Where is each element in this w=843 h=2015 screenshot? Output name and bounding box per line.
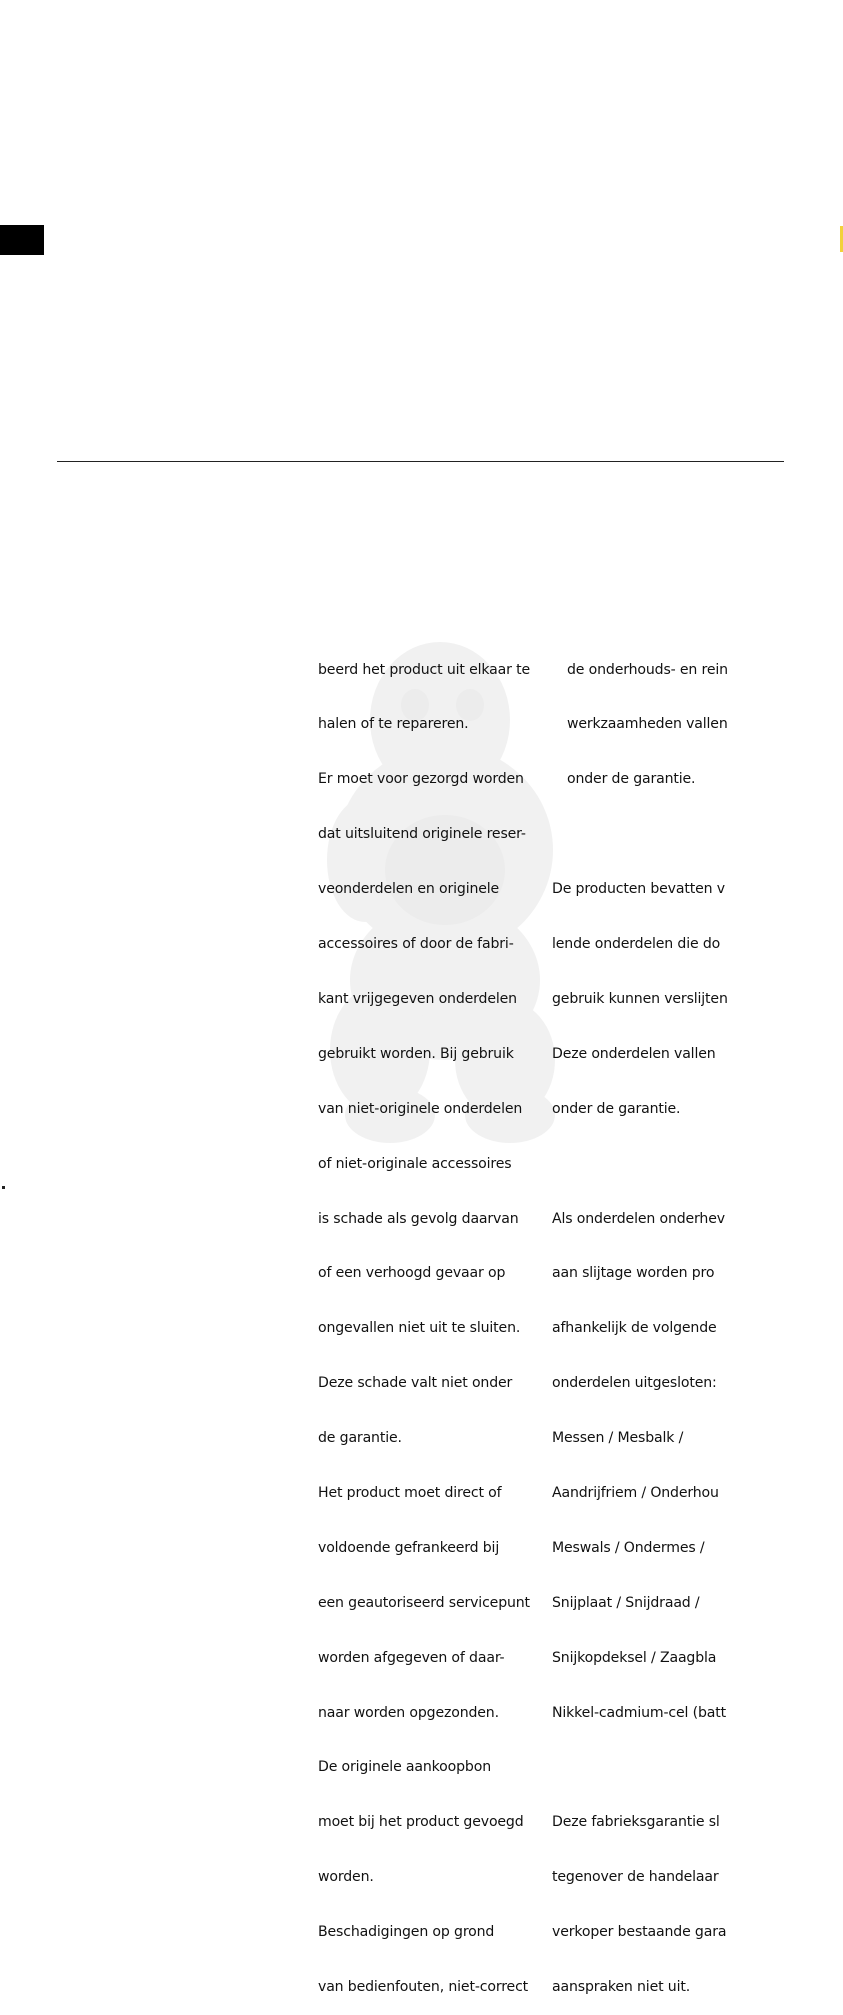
text-line: Nikkel-cadmium-cel (batt <box>552 1704 727 1721</box>
text-line: veonderdelen en originele <box>318 881 500 898</box>
text-line: gebruikt worden. Bij gebruik <box>318 1045 514 1062</box>
text-line: Deze schade valt niet onder <box>318 1375 513 1392</box>
right-text-column <box>552 624 843 2015</box>
text-line: verkoper bestaande gara <box>552 1924 727 1941</box>
paragraph-gap <box>552 825 843 843</box>
text-line: naar worden opgezonden. <box>318 1704 499 1721</box>
text-line: Aandrijfriem / Onderhou <box>552 1484 719 1501</box>
text-line: een geautoriseerd servicepunt <box>318 1594 530 1611</box>
text-line: onderdelen uitgesloten: <box>552 1375 717 1392</box>
language-tab-marker <box>0 225 44 255</box>
text-line: worden afgegeven of daar- <box>318 1649 505 1666</box>
text-line: Meswals / Ondermes / <box>552 1539 705 1556</box>
text-line: de onderhouds- en rein <box>567 661 728 678</box>
text-line: lende onderdelen die do <box>552 936 721 953</box>
text-line: is schade als gevolg daarvan <box>318 1210 519 1227</box>
text-line: de garantie. <box>318 1430 402 1447</box>
text-line: of een verhoogd gevaar op <box>318 1265 506 1282</box>
text-line: Het product moet direct of <box>318 1484 502 1501</box>
text-line: De originele aankoopbon <box>318 1759 491 1776</box>
text-line: van niet-originele onderdelen <box>318 1100 523 1117</box>
text-line: aanspraken niet uit. <box>552 1978 691 1995</box>
text-line: worden. <box>318 1869 374 1886</box>
text-line: Snijkopdeksel / Zaagbla <box>552 1649 717 1666</box>
text-line: gebruik kunnen verslijten <box>552 990 728 1007</box>
text-line: moet bij het product gevoegd <box>318 1814 524 1831</box>
text-line: dat uitsluitend originele reser- <box>318 826 526 843</box>
text-line: Messen / Mesbalk / <box>552 1430 684 1447</box>
text-line: Als onderdelen onderhev <box>552 1210 725 1227</box>
text-line: voldoende gefrankeerd bij <box>318 1539 500 1556</box>
text-line: werkzaamheden vallen <box>567 716 728 733</box>
text-line: onder de garantie. <box>567 771 696 788</box>
left-text-column <box>318 624 548 2015</box>
text-line: afhankelijk de volgende <box>552 1320 717 1337</box>
text-line: Beschadigingen op grond <box>318 1924 495 1941</box>
text-line: of niet-originale accessoires <box>318 1155 512 1172</box>
text-line: tegenover de handelaar <box>552 1869 719 1886</box>
text-line: accessoires of door de fabri- <box>318 936 514 953</box>
text-line: Er moet voor gezorgd worden <box>318 771 524 788</box>
text-line: beerd het product uit elkaar te <box>318 661 531 678</box>
text-line: Deze fabrieksgarantie sl <box>552 1814 720 1831</box>
horizontal-divider <box>57 461 784 462</box>
paragraph-gap <box>552 1758 843 1776</box>
text-line: van bedienfouten, niet-correct <box>318 1978 529 1995</box>
text-line: Snijplaat / Snijdraad / <box>552 1594 700 1611</box>
text-line: aan slijtage worden pro <box>552 1265 715 1282</box>
text-line: De producten bevatten v <box>552 881 725 898</box>
text-line: onder de garantie. <box>552 1100 681 1117</box>
text-line: kant vrijgegeven onderdelen <box>318 990 517 1007</box>
paragraph-gap <box>552 1155 843 1173</box>
text-line: ongevallen niet uit te sluiten. <box>318 1320 521 1337</box>
text-line: halen of te repareren. <box>318 716 469 733</box>
text-line: Deze onderdelen vallen <box>552 1045 716 1062</box>
page-corner-mark <box>2 1186 5 1189</box>
